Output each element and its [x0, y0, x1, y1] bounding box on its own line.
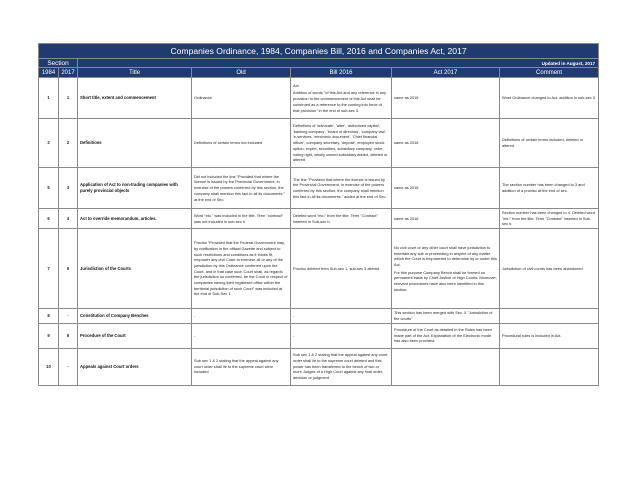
col-header-bill: Bill 2016 [291, 68, 392, 78]
bill-paragraph: Proviso deleted from Sub-sec 1, sub-sec 3 altered [293, 265, 380, 271]
table-row [39, 119, 599, 168]
section-1984-cell: 2 [39, 119, 59, 168]
comment-cell [500, 209, 599, 229]
comment-cell [500, 348, 599, 385]
old-paragraph: Sub sec 1 & 2 stating that the appeal against any court order shall lie to the supreme court were included [194, 357, 279, 375]
section-2017-cell: 2 [59, 119, 78, 168]
comment-cell [500, 78, 599, 119]
section-2017-cell: - [59, 348, 78, 385]
section-2017-cell: 4 [59, 209, 78, 229]
act-paragraph: same as 2016 [394, 215, 419, 221]
old-paragraph: Proviso "Provided that the Federal Government may, by notification in the official Gazette and subject to such restrictions and conditions as it thinks fit, empower any civil Court to exercise all or any of the jurisdiction by this Ordinance conferred upon the Court, and in that case such Court shall, as regards the jurisdiction so conferred, be the Court in respect of companies having their registered office within the territorial jurisdiction of such Court" was included at the end of Sub-Sec 1 [194, 240, 288, 297]
section-2017-cell: - [59, 309, 78, 323]
bill-paragraph: Deleted word "etc." from the title. Term "Contract" inserted in Sub-sec b. [293, 212, 378, 224]
section-1984-cell: 7 [39, 229, 59, 309]
bill-paragraph: - [293, 312, 295, 318]
bill-cell [291, 229, 392, 309]
comment-paragraph: The section number has been changed to 3 and addition of a proviso at the end of sec. [502, 182, 585, 193]
act-paragraph: same as 2016 [394, 140, 419, 146]
table-row [39, 323, 599, 348]
section-1984-cell: 6 [39, 209, 59, 229]
table-row [39, 229, 599, 309]
bill-paragraph: The line "Provided that where the licence is issued by the Provincial Government, in exercise of the powers conferred by this section, the company shall mention this fact in all its documents." added at the end of Sec. [293, 176, 387, 199]
document-title: Companies Ordinance, 1984, Companies Bill, 2016 and Companies Act, 2017 [39, 44, 599, 59]
section-title-cell: Procedure of the Court [78, 323, 192, 348]
bill-cell [291, 78, 392, 119]
col-header-act: Act 2017 [392, 68, 500, 78]
section-title-cell: Constitution of Company Benches [78, 309, 192, 323]
act-paragraph: Procedure of the Court as detailed in the Rules has been made part of the Act. Explanation of the Electronic mode has also been provided. [394, 326, 492, 344]
old-cell [192, 309, 291, 323]
old-cell [192, 168, 291, 209]
section-title-cell: Definitions [78, 119, 192, 168]
old-cell [192, 119, 291, 168]
table-row [39, 168, 599, 209]
column-header-row [39, 68, 599, 78]
table-row [39, 348, 599, 385]
col-header-old: Old [192, 68, 291, 78]
old-cell [192, 348, 291, 385]
bill-paragraph: Act. [293, 82, 300, 88]
bill-cell [291, 119, 392, 168]
section-title-cell: Short title, extent and commencement [78, 78, 192, 119]
old-cell [192, 323, 291, 348]
section-2017-cell: 1 [59, 78, 78, 119]
act-cell [392, 168, 500, 209]
col-header-title: Title [78, 68, 192, 78]
table-row [39, 309, 599, 323]
bill-cell [291, 168, 392, 209]
title-row [39, 44, 599, 59]
section-title-cell: Act to override memorandum, articles. [78, 209, 192, 229]
bill-cell [291, 309, 392, 323]
old-paragraph: Did not included the line "Provided that where the licence is issued by the Provincial Government, in exercise of the powers conferred by this section, the company shall mention this fact in all its documents." at the end of Sec. [194, 173, 285, 202]
section-title-cell: Application of Act to non-trading companies with purely provincial objects [78, 168, 192, 209]
section-title-cell: Jurisdiction of the Courts [78, 229, 192, 309]
act-paragraph: This section has been merged with Sec. 5 "Jurisdiction of the courts" [394, 310, 493, 321]
act-paragraph: For this purpose Company Bench shall be formed on permanent basis by Chief Justice of High Courts. Moreover, relevant procedures have also been identified in this section. [394, 269, 497, 292]
old-cell [192, 209, 291, 229]
comment-cell [500, 309, 599, 323]
old-paragraph: Definitions of certain terms not included [194, 140, 263, 146]
old-cell [192, 78, 291, 119]
comment-cell [500, 323, 599, 348]
bill-paragraph: Sub sec 1 & 2 stating that the appeal against any court order shall lie to the supreme court deleted and this power has been transferred to the bench of two or more Judges of a High Court against any final order, decision or judgment [293, 352, 388, 381]
bill-cell [291, 323, 392, 348]
table-body [39, 78, 599, 386]
table-row [39, 78, 599, 119]
act-cell [392, 229, 500, 309]
bill-paragraph: - [293, 332, 295, 338]
section-row [39, 59, 599, 68]
bill-cell [291, 209, 392, 229]
act-cell [392, 348, 500, 385]
comment-paragraph: Jurisdiction of civil courts has been abandoned [502, 265, 583, 271]
act-cell [392, 323, 500, 348]
section-1984-cell: 9 [39, 323, 59, 348]
comment-cell [500, 119, 599, 168]
act-cell [392, 119, 500, 168]
col-header-comment: Comment [500, 68, 599, 78]
section-2017-cell: 3 [59, 168, 78, 209]
section-1984-cell: 10 [39, 348, 59, 385]
act-cell [392, 309, 500, 323]
section-label: Section [39, 59, 78, 68]
comparison-table [38, 43, 599, 386]
comment-cell [500, 168, 599, 209]
old-paragraph: Ordinance [194, 95, 212, 101]
comment-paragraph: Procedural rules is included in Act. [502, 332, 562, 338]
old-cell [192, 229, 291, 309]
act-cell [392, 78, 500, 119]
col-header-2017: 2017 [59, 68, 78, 78]
section-1984-cell: 5 [39, 168, 59, 209]
section-title-cell: Appeals against Court orders [78, 348, 192, 385]
bill-paragraph: Definitions of 'advocate', 'alter', 'authorized capital', 'banking company', 'board of directors', 'company law', 'e-services, 'electronic document', 'Chief financial officer', company secretary, 'deposit', employee stock option, expert, securities, subsidiary company, order, voting right, wholly owned subsidiary added, deleted or altered [293, 123, 388, 163]
comment-paragraph: Definitions of certain terms included, deleted or altered. [502, 137, 584, 148]
old-paragraph: - [194, 312, 196, 318]
old-paragraph: - [194, 332, 196, 338]
section-2017-cell: 6 [59, 323, 78, 348]
table-row [39, 209, 599, 229]
act-paragraph: same as 2016 [394, 95, 419, 101]
comment-paragraph: Section number has been changed to 4. Deleted word "etc." from the title. Term "Contract" inserted in Sub-sec b. [502, 210, 596, 227]
updated-date: Updated in August, 2017 [78, 59, 599, 68]
bill-cell [291, 348, 392, 385]
col-header-1984: 1984 [39, 68, 59, 78]
act-paragraph: same as 2016 [394, 185, 419, 191]
act-paragraph: No civil court or any other court shall have jurisdiction to entertain any suit or proceeding in respect of any matter which the Court is empowered to determine by or under this Act. [394, 244, 497, 267]
section-2017-cell: 5 [59, 229, 78, 309]
act-cell [392, 209, 500, 229]
old-paragraph: Word "etc." was included in the title. Term "contract" was not included in sub-sec b [194, 212, 284, 224]
section-1984-cell: 1 [39, 78, 59, 119]
section-1984-cell: 8 [39, 309, 59, 323]
comment-cell [500, 229, 599, 309]
comment-paragraph: Word Ordinance changed to Act. addition in sub-sec 3 [502, 95, 595, 101]
bill-paragraph: Addition of words "of this Act and any reference in any provision to the commencement of this Act shall be construed as a reference to the coming into force of that provision" in the end of sub-sec 3. [293, 90, 387, 113]
